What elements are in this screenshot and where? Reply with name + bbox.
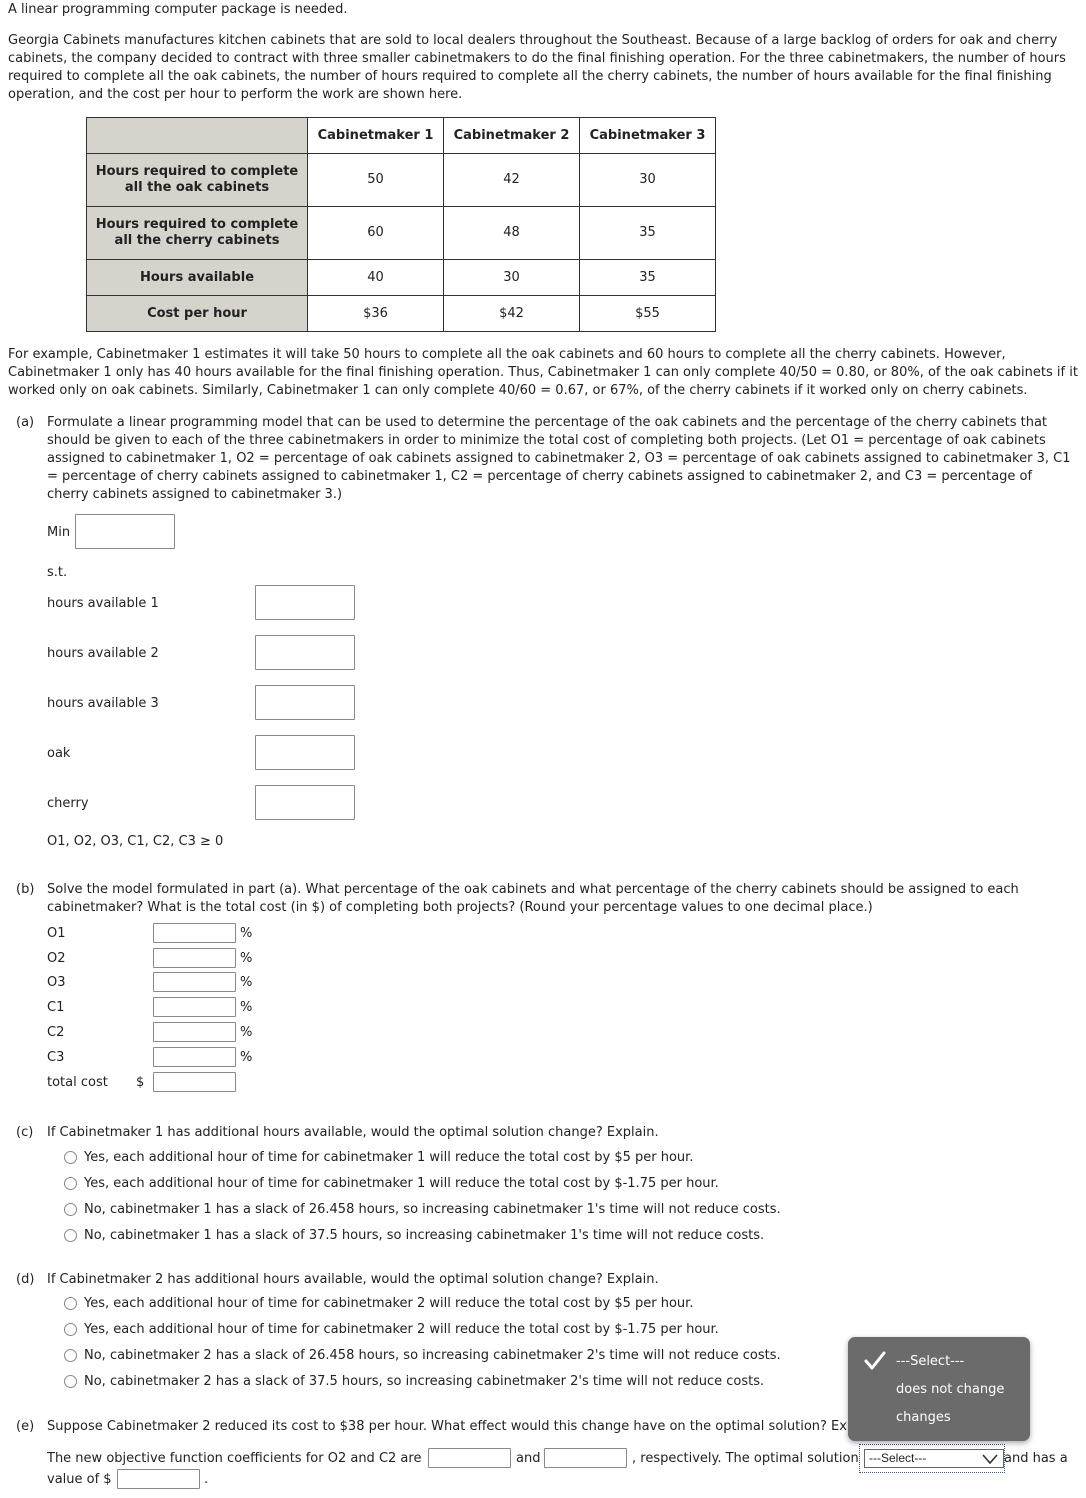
part-b-text: Solve the model formulated in part (a). What percentage of the oak cabinets and what percentage of the cherry cabinets should be assigned to each cabinetmaker? What is the total cost (in $) of completing both projects? (Round your percentage values to one decimal place.) — [47, 882, 1019, 915]
radio-option-label[interactable]: No, cabinetmaker 1 has a slack of 26.458 hours, so increasing cabinetmaker 1's time will not reduce costs. — [84, 1202, 781, 1217]
constraint-label: cherry — [47, 796, 89, 811]
intro-text: A linear programming computer package is needed. — [8, 2, 348, 17]
constraint-input-hours-3[interactable] — [255, 685, 355, 720]
part-c-marker: (c) — [16, 1125, 34, 1140]
c2-coefficient-input[interactable] — [544, 1448, 627, 1468]
c2-input[interactable] — [153, 1022, 236, 1042]
constraint-label: oak — [47, 746, 71, 761]
var-label: C2 — [47, 1025, 65, 1040]
percent-unit: % — [240, 951, 253, 966]
table-cell: $36 — [308, 296, 444, 332]
percent-unit: % — [240, 1050, 253, 1065]
o3-input[interactable] — [153, 972, 236, 992]
col-header: Cabinetmaker 1 — [308, 118, 444, 154]
table-cell: $55 — [580, 296, 716, 332]
c1-input[interactable] — [153, 997, 236, 1017]
radio-option-label[interactable]: Yes, each additional hour of time for cabinetmaker 1 will reduce the total cost by $-1.75 per hour. — [84, 1176, 719, 1191]
value-label: value of $ — [47, 1472, 112, 1487]
min-label: Min — [47, 525, 71, 540]
row-header: Hours required to complete all the cherry cabinets — [87, 207, 308, 260]
row-header: Hours available — [87, 260, 308, 296]
radio-option-label[interactable]: No, cabinetmaker 2 has a slack of 37.5 hours, so increasing cabinetmaker 2's time will not reduce costs. — [84, 1374, 765, 1389]
var-label: C1 — [47, 1000, 65, 1015]
percent-unit: % — [240, 926, 253, 941]
table-cell: 50 — [308, 154, 444, 207]
var-label: C3 — [47, 1050, 65, 1065]
objective-value-input[interactable] — [117, 1469, 200, 1489]
radio-option-label[interactable]: No, cabinetmaker 2 has a slack of 26.458 hours, so increasing cabinetmaker 2's time will not reduce costs. — [84, 1348, 781, 1363]
part-a-marker: (a) — [16, 415, 35, 430]
nonnegativity-label: O1, O2, O3, C1, C2, C3 ≥ 0 — [47, 834, 224, 849]
table-cell: 42 — [444, 154, 580, 207]
part-e-marker: (e) — [16, 1419, 35, 1434]
radio-button[interactable] — [64, 1349, 77, 1362]
col-header: Cabinetmaker 2 — [444, 118, 580, 154]
table-cell: $42 — [444, 296, 580, 332]
dropdown-option[interactable]: ---Select--- — [896, 1354, 965, 1369]
constraint-input-hours-2[interactable] — [255, 635, 355, 670]
coeff-sentence-start: The new objective function coefficients for O2 and C2 are — [47, 1451, 422, 1466]
constraint-input-cherry[interactable] — [255, 785, 355, 820]
table-cell: 60 — [308, 207, 444, 260]
part-c-question: If Cabinetmaker 1 has additional hours available, would the optimal solution change? Explain. — [47, 1125, 659, 1140]
var-label: O3 — [47, 975, 66, 990]
part-e-question: Suppose Cabinetmaker 2 reduced its cost to $38 per hour. What effect would this change have on the optimal solution? Ex — [47, 1419, 847, 1434]
total-cost-input[interactable] — [153, 1072, 236, 1092]
constraint-label: hours available 1 — [47, 596, 159, 611]
radio-button[interactable] — [64, 1177, 77, 1190]
o2-coefficient-input[interactable] — [428, 1448, 511, 1468]
radio-button[interactable] — [64, 1151, 77, 1164]
radio-option-label[interactable]: No, cabinetmaker 1 has a slack of 37.5 hours, so increasing cabinetmaker 1's time will not reduce costs. — [84, 1228, 765, 1243]
o1-input[interactable] — [153, 923, 236, 943]
dropdown-option[interactable]: changes — [896, 1410, 951, 1425]
table-corner — [87, 118, 308, 154]
radio-option-label[interactable]: Yes, each additional hour of time for cabinetmaker 1 will reduce the total cost by $5 per hour. — [84, 1150, 694, 1165]
table-cell: 35 — [580, 260, 716, 296]
table-cell: 35 — [580, 207, 716, 260]
constraint-input-hours-1[interactable] — [255, 585, 355, 620]
part-d-marker: (d) — [16, 1272, 35, 1287]
c3-input[interactable] — [153, 1047, 236, 1067]
part-a-text: Formulate a linear programming model that can be used to determine the percentage of the oak cabinets and the percentage of the cherry cabinets that should be given to each of the three cabinetmakers in order to minimize the total cost of completing both projects. (Let O1 = percentage of oak cabinets assigned to cabinetmaker 1, O2 = percentage of oak cabinets assigned to cabinetmaker 2, O3 = percentage of oak cabinets assigned to cabinetmaker 3, C1 = percentage of cherry cabinets assigned to cabinetmaker 1, C2 = percentage of cherry cabinets assigned to cabinetmaker 2, and C3 = percentage of cherry cabinets assigned to cabinetmaker 3.) — [47, 415, 1071, 502]
percent-unit: % — [240, 1025, 253, 1040]
select-value: ---Select--- — [869, 1451, 927, 1465]
table-cell: 30 — [580, 154, 716, 207]
st-label: s.t. — [47, 565, 68, 580]
and-has-a-label: and has a — [1004, 1451, 1068, 1466]
total-cost-label: total cost — [47, 1075, 108, 1090]
dollar-sign: $ — [136, 1075, 145, 1090]
radio-option-label[interactable]: Yes, each additional hour of time for cabinetmaker 2 will reduce the total cost by $5 per hour. — [84, 1296, 694, 1311]
radio-button[interactable] — [64, 1229, 77, 1242]
table-cell: 30 — [444, 260, 580, 296]
objective-input[interactable] — [75, 514, 175, 549]
respectively-label: , respectively. The optimal solution — [632, 1451, 859, 1466]
o2-input[interactable] — [153, 948, 236, 968]
row-header: Hours required to complete all the oak cabinets — [87, 154, 308, 207]
part-b-marker: (b) — [16, 882, 35, 897]
var-label: O1 — [47, 926, 66, 941]
chevron-down-icon — [982, 1453, 998, 1465]
problem-text: Georgia Cabinets manufactures kitchen cabinets that are sold to local dealers throughout the Southeast. Because of a large backlog of orders for oak and cherry cabinets, the company decided to contract with three smaller cabinetmakers to do the final finishing operation. For the three cabinetmakers, the number of hours required to complete all the oak cabinets, the number of hours required to complete all the cherry cabinets, the number of hours available for the final finishing operation, and the cost per hour to perform the work are shown here. — [8, 33, 1066, 102]
cabinetmaker-table — [86, 117, 716, 332]
radio-button[interactable] — [64, 1323, 77, 1336]
table-cell: 48 — [444, 207, 580, 260]
period: . — [204, 1472, 209, 1487]
col-header: Cabinetmaker 3 — [580, 118, 716, 154]
radio-option-label[interactable]: Yes, each additional hour of time for cabinetmaker 2 will reduce the total cost by $-1.75 per hour. — [84, 1322, 719, 1337]
row-header: Cost per hour — [87, 296, 308, 332]
constraint-label: hours available 3 — [47, 696, 159, 711]
example-text: For example, Cabinetmaker 1 estimates it will take 50 hours to complete all the oak cabinets and 60 hours to complete all the cherry cabinets. However, Cabinetmaker 1 only has 40 hours available for the final finishing operation. Thus, Cabinetmaker 1 can only complete 40/50 = 0.80, or 80%, of the oak cabinets if it worked only on oak cabinets. Similarly, Cabinetmaker 1 can only complete 40/60 = 0.67, or 67%, of the cherry cabinets if it worked only on cherry cabinets. — [8, 347, 1078, 398]
var-label: O2 — [47, 951, 66, 966]
select-dropdown-menu — [848, 1337, 1030, 1441]
part-d-question: If Cabinetmaker 2 has additional hours available, would the optimal solution change? Explain. — [47, 1272, 659, 1287]
table-cell: 40 — [308, 260, 444, 296]
radio-button[interactable] — [64, 1203, 77, 1216]
checkmark-icon — [864, 1351, 886, 1371]
radio-button[interactable] — [64, 1297, 77, 1310]
radio-button[interactable] — [64, 1375, 77, 1388]
percent-unit: % — [240, 975, 253, 990]
and-label: and — [516, 1451, 541, 1466]
constraint-label: hours available 2 — [47, 646, 159, 661]
solution-effect-select[interactable] — [864, 1449, 1004, 1468]
percent-unit: % — [240, 1000, 253, 1015]
dropdown-option[interactable]: does not change — [896, 1382, 1005, 1397]
constraint-input-oak[interactable] — [255, 735, 355, 770]
